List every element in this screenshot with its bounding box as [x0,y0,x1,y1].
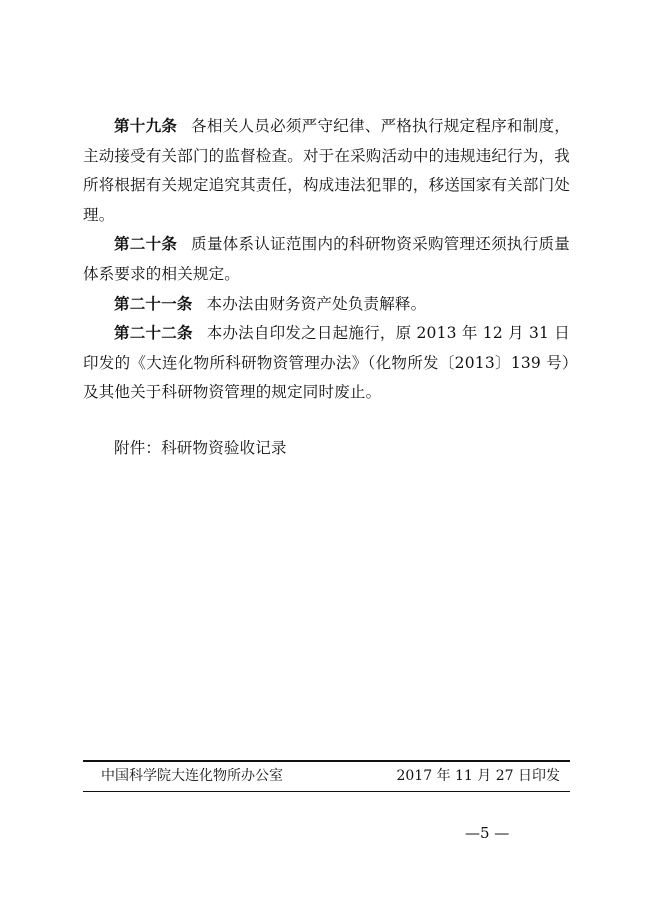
article-number: 第二十二条 [114,324,193,343]
article-text: 本办法由财务资产处负责解释。 [206,294,427,313]
document-body [83,112,570,464]
article-21 [83,290,570,320]
article-20 [83,230,570,289]
footer-top-rule [83,760,570,762]
article-number: 第二十一条 [114,294,193,313]
article-text: 本办法自印发之日起施行，原 2013 年 12 月 31 日印发的《大连化物所科研物资管理办法》（化物所发〔2013〕139 号）及其他关于科研物资管理的规定同时废止。 [83,324,570,402]
issuer-name: 中国科学院大连化物所办公室 [101,768,283,784]
issue-date: 2017 年 11 月 27 日印发 [396,768,560,784]
article-text: 质量体系认证范围内的科研物资采购管理还须执行质量体系要求的相关规定。 [83,235,570,283]
attachment-note: 附件：科研物资验收记录 [114,438,287,457]
article-number: 第十九条 [114,117,178,135]
article-19 [83,112,570,230]
article-text: 各相关人员必须严守纪律、严格执行规定程序和制度，主动接受有关部门的监督检查。对于在采购活动中的违规违纪行为，我所将根据有关规定追究其责任，构成违法犯罪的，移送国家有关部门处理。 [83,117,570,224]
article-22 [83,319,570,408]
issuance-footer [83,765,570,787]
article-number: 第二十条 [114,235,178,254]
page-number: —5 — [465,824,510,842]
footer-bottom-rule [83,791,570,792]
